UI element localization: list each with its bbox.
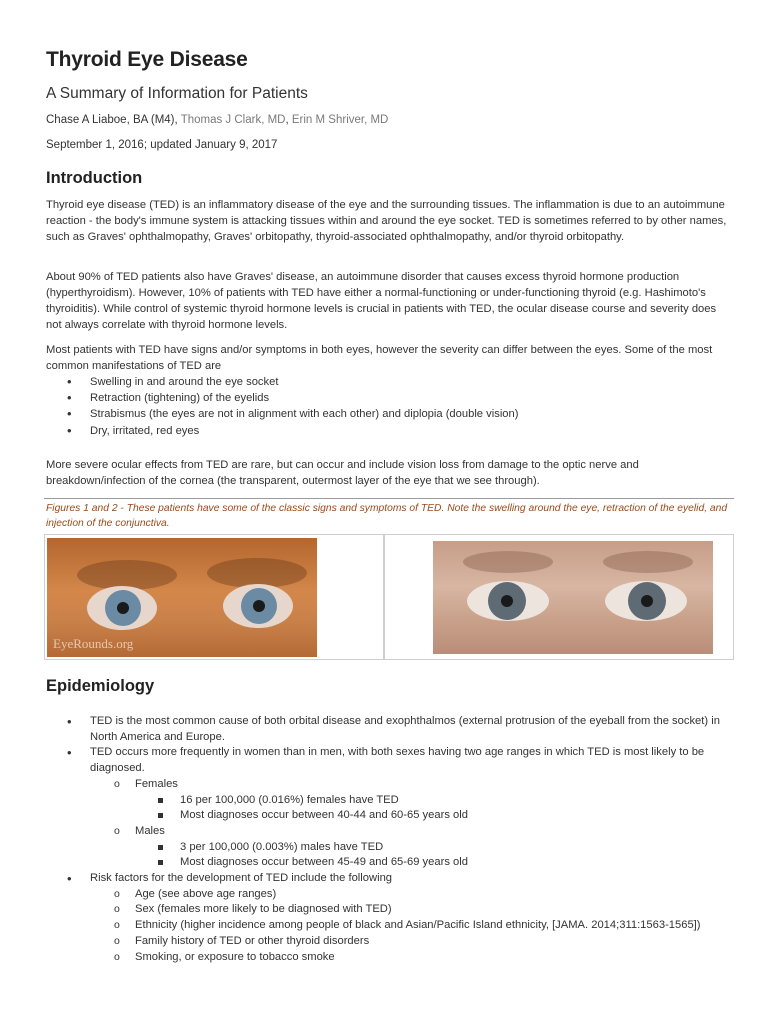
list-item-text: Risk factors for the development of TED include the following bbox=[90, 872, 393, 885]
document-subtitle: A Summary of Information for Patients bbox=[46, 85, 308, 102]
list-item: • Swelling in and around the eye socket bbox=[46, 374, 518, 390]
list-item: • Strabismus (the eyes are not in alignment with each other) and diplopia (double vision) bbox=[46, 406, 518, 422]
author-separator: , bbox=[174, 114, 181, 126]
sublist-item-males bbox=[90, 824, 732, 871]
document-title: Thyroid Eye Disease bbox=[46, 48, 248, 71]
author-1: Chase A Liaboe, BA (M4) bbox=[46, 114, 175, 126]
caption-divider bbox=[44, 498, 734, 499]
figure-2-photo bbox=[433, 541, 713, 654]
intro-paragraph-2: About 90% of TED patients also have Graves' disease, an autoimmune disorder that causes excess thyroid hormone production (hyperthyroidism). However, 10% of patients with TED have either a normal-functioning or under-functioning thyroid (e.g. Hashimoto's thyroiditis). While control of systemic thyroid hormone levels is crucial in patients with TED, the ocular disease course and severity does not always correlate with thyroid hormone levels. bbox=[46, 271, 717, 331]
sublist-item-females bbox=[90, 777, 732, 824]
sublist-label: Males bbox=[135, 824, 165, 837]
author-line bbox=[46, 114, 388, 126]
manifestations-list bbox=[46, 374, 518, 439]
intro-paragraph-3: Most patients with TED have signs and/or symptoms in both eyes, however the severity can differ between the eyes. Some of the most common manifestations of TED are bbox=[46, 344, 713, 372]
figure-2-frame bbox=[384, 534, 734, 660]
author-3-link[interactable]: Erin M Shriver, MD bbox=[291, 114, 389, 126]
list-item: 16 per 100,000 (0.016%) females have TED bbox=[135, 793, 732, 809]
introduction-heading: Introduction bbox=[46, 169, 143, 187]
list-item: Most diagnoses occur between 45-49 and 65-69 years old bbox=[135, 855, 732, 871]
author-separator: , bbox=[285, 114, 292, 126]
figure-1-photo bbox=[47, 538, 317, 657]
list-item-text: TED is the most common cause of both orbital disease and exophthalmos (external protrusion of the eyeball from the socket) in North America and Europe. bbox=[90, 715, 720, 743]
list-item: • Dry, irritated, red eyes bbox=[46, 423, 518, 439]
list-item: Most diagnoses occur between 40-44 and 60-65 years old bbox=[135, 808, 732, 824]
list-item: o Sex (females more likely to be diagnosed with TED) bbox=[90, 902, 732, 918]
figure-1-frame bbox=[44, 534, 384, 660]
eyerounds-watermark: EyeRounds.org bbox=[53, 636, 134, 651]
list-item bbox=[46, 714, 732, 745]
sublist-label: Females bbox=[135, 777, 178, 790]
list-item bbox=[46, 871, 732, 965]
list-item: o Age (see above age ranges) bbox=[90, 887, 732, 903]
figure-caption: Figures 1 and 2 - These patients have some of the classic signs and symptoms of TED. Note the swelling around the eye, retraction of the eyelid, and injection of the conjunctiva. bbox=[46, 503, 728, 529]
publication-date: September 1, 2016; updated January 9, 2017 bbox=[46, 139, 278, 151]
intro-paragraph-1: Thyroid eye disease (TED) is an inflammatory disease of the eye and the surrounding tissues. The inflammation is due to an autoimmune reaction - the body's immune system is attacking tissues within and around the eye socket. TED is sometimes referred to by other names, such as Graves' ophthalmopathy, Graves' orbitopathy, thyroid-associated ophthalmopathy, and/or thyroid orbitopathy. bbox=[46, 199, 727, 243]
list-item bbox=[46, 745, 732, 871]
list-item-text: TED occurs more frequently in women than in men, with both sexes having two age ranges in which TED is most likely to be diagnosed. bbox=[90, 746, 705, 775]
list-item: o Smoking, or exposure to tobacco smoke bbox=[90, 950, 732, 966]
author-2-link[interactable]: Thomas J Clark, MD bbox=[180, 114, 286, 126]
list-item: • Retraction (tightening) of the eyelids bbox=[46, 390, 518, 406]
intro-paragraph-4: More severe ocular effects from TED are rare, but can occur and include vision loss from damage to the optic nerve and breakdown/infection of the cornea (the transparent, outermost layer of the eye that we see through). bbox=[46, 459, 639, 487]
epidemiology-list bbox=[46, 714, 732, 965]
epidemiology-heading: Epidemiology bbox=[46, 677, 155, 695]
list-item: 3 per 100,000 (0.003%) males have TED bbox=[135, 840, 732, 856]
list-item: o Ethnicity (higher incidence among people of black and Asian/Pacific Island ethnicity, [JAMA. 2014;311:1563-1565]) bbox=[90, 918, 732, 934]
list-item: o Family history of TED or other thyroid disorders bbox=[90, 934, 732, 950]
